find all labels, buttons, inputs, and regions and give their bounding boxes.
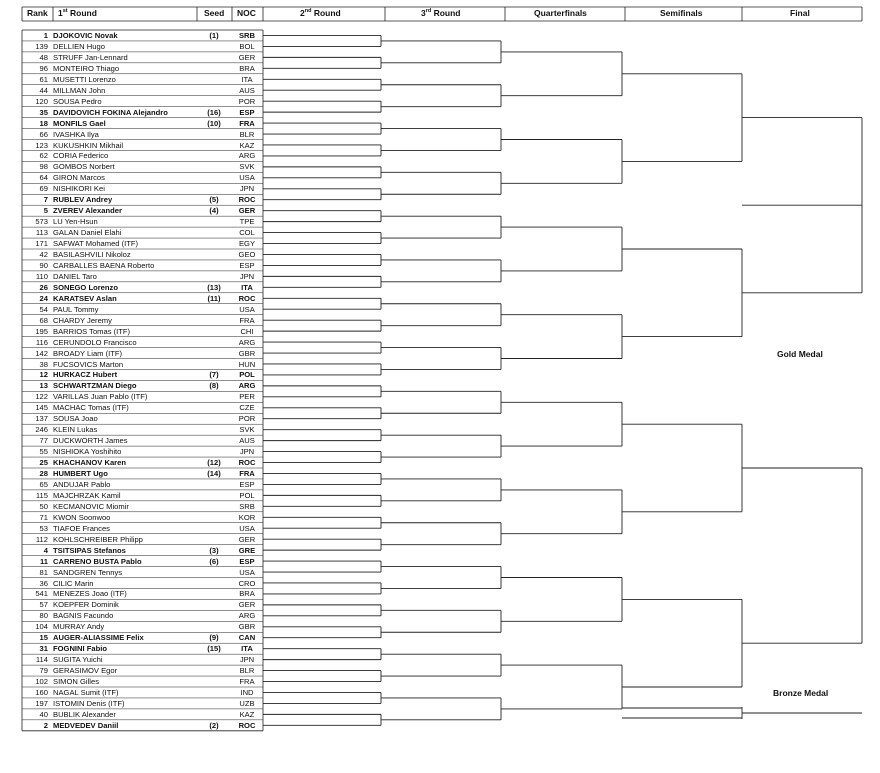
player-name: KARATSEV Aslan <box>53 293 117 303</box>
player-rank: 71 <box>39 512 48 522</box>
player-name: MONFILS Gael <box>53 118 106 128</box>
bronze-medal-label: Bronze Medal <box>773 688 829 698</box>
player-seed <box>196 348 232 359</box>
player-rank: 4 <box>43 545 48 555</box>
player-name: GERASIMOV Egor <box>53 666 118 676</box>
player-seed <box>196 326 232 337</box>
player-rank: 123 <box>35 140 48 150</box>
player-seed <box>196 52 232 63</box>
player-rank: 160 <box>35 688 48 697</box>
player-seed <box>196 413 232 424</box>
player-noc: GER <box>238 600 256 610</box>
player-name: AUGER-ALIASSIME Felix <box>53 633 144 643</box>
player-rank: 44 <box>39 85 48 95</box>
player-seed: (12) <box>207 458 221 468</box>
player-rank: 35 <box>39 107 48 117</box>
player-name: BROADY Liam (ITF) <box>53 348 123 358</box>
player-name: MAJCHRZAK Kamil <box>53 490 121 500</box>
player-rank: 54 <box>39 304 48 314</box>
player-rank: 2 <box>43 720 48 730</box>
player-rank: 61 <box>39 74 48 84</box>
header-second-round <box>300 8 341 18</box>
player-noc: ESP <box>239 556 255 566</box>
player-seed <box>196 150 232 161</box>
player-noc: ROC <box>238 458 256 468</box>
player-name: DJOKOVIC Novak <box>53 31 118 40</box>
player-rank: 195 <box>35 326 48 336</box>
player-seed <box>196 687 232 698</box>
player-seed <box>196 63 232 74</box>
player-rank: 13 <box>39 381 48 391</box>
player-seed <box>196 238 232 249</box>
player-noc: ESP <box>239 479 255 489</box>
player-rank: 11 <box>39 556 48 566</box>
player-name: CARRENO BUSTA Pablo <box>53 556 142 566</box>
player-name: VARILLAS Juan Pablo (ITF) <box>53 392 148 402</box>
header-first-round-suffix: st <box>62 8 68 15</box>
player-rank: 122 <box>35 392 48 402</box>
header-first-round <box>58 8 97 18</box>
player-noc: POL <box>239 490 255 500</box>
player-noc: POR <box>238 96 256 106</box>
player-seed: (1) <box>209 31 219 40</box>
player-rank: 81 <box>39 567 48 577</box>
player-seed <box>196 41 232 52</box>
player-seed <box>196 523 232 534</box>
player-noc: TPE <box>239 217 255 227</box>
player-noc: AUS <box>239 85 255 95</box>
player-noc: JPN <box>239 271 255 281</box>
player-name: CARBALLES BAENA Roberto <box>53 260 155 270</box>
player-seed <box>196 271 232 282</box>
player-rank: 31 <box>39 644 48 654</box>
player-seed <box>196 698 232 709</box>
player-rank: 171 <box>35 239 48 249</box>
player-seed <box>196 567 232 578</box>
player-rank: 197 <box>35 698 48 708</box>
player-noc: ITA <box>241 644 253 654</box>
player-rank: 137 <box>35 414 48 424</box>
player-noc: ARG <box>238 337 256 347</box>
player-seed <box>196 676 232 687</box>
player-noc: ROC <box>238 293 256 303</box>
player-rank: 120 <box>35 96 48 106</box>
player-rank: 28 <box>39 469 48 478</box>
player-seed: (4) <box>209 206 219 216</box>
header-third-round-suffix: rd <box>425 8 432 15</box>
player-name: CHARDY Jeremy <box>53 315 112 325</box>
header-rank: Rank <box>27 8 48 18</box>
player-name: FOGNINI Fabio <box>53 644 107 654</box>
player-name: NISHIOKA Yoshihito <box>53 447 122 457</box>
player-name: CORIA Federico <box>53 151 109 161</box>
player-name: LU Yen-Hsun <box>53 217 98 227</box>
header-final: Final <box>790 8 810 18</box>
player-name: MENEZES Joao (ITF) <box>53 589 127 599</box>
player-noc: JPN <box>239 655 255 665</box>
player-name: FUCSOVICS Marton <box>53 359 124 369</box>
player-seed: (15) <box>207 644 221 654</box>
player-name: SCHWARTZMAN Diego <box>53 381 137 391</box>
player-name: SONEGO Lorenzo <box>53 282 118 292</box>
player-name: MILLMAN John <box>53 85 106 95</box>
player-name: GOMBOS Norbert <box>53 162 115 172</box>
player-noc: USA <box>239 567 255 577</box>
player-noc: ITA <box>241 74 253 84</box>
player-rank: 12 <box>39 370 48 380</box>
player-rank: 36 <box>39 578 48 588</box>
header-second-round-suffix: nd <box>304 8 312 15</box>
player-name: ANDUJAR Pablo <box>53 479 111 489</box>
header-quarterfinals: Quarterfinals <box>534 8 587 18</box>
player-seed <box>196 391 232 402</box>
player-rank: 115 <box>35 490 48 500</box>
player-rank: 38 <box>39 359 48 369</box>
player-seed: (14) <box>207 469 221 478</box>
player-noc: POR <box>238 414 256 424</box>
player-rank: 64 <box>39 173 48 183</box>
header-third-round <box>421 8 461 18</box>
player-name: KOHLSCHREIBER Philipp <box>53 534 143 544</box>
player-name: SUGITA Yuichi <box>53 655 103 665</box>
player-rank: 68 <box>39 315 48 325</box>
player-name: SIMON Gilles <box>53 677 99 687</box>
player-noc: BRA <box>239 63 255 73</box>
player-seed <box>196 85 232 96</box>
player-noc: AUS <box>239 436 255 446</box>
player-rank: 1 <box>43 31 48 40</box>
header-third-round-text: Round <box>431 8 461 18</box>
player-rank: 90 <box>39 260 48 270</box>
player-seed <box>196 588 232 599</box>
player-seed <box>196 479 232 490</box>
player-name: GIRON Marcos <box>53 173 105 183</box>
player-name: KLEIN Lukas <box>53 425 98 435</box>
player-seed <box>196 654 232 665</box>
player-name: SANDGREN Tennys <box>53 567 123 577</box>
player-rank: 113 <box>35 228 48 238</box>
player-seed <box>196 599 232 610</box>
player-seed <box>196 337 232 348</box>
player-rank: 55 <box>39 447 48 457</box>
player-rank: 77 <box>39 436 48 446</box>
player-noc: USA <box>239 304 255 314</box>
player-seed <box>196 260 232 271</box>
player-name: MONTEIRO Thiago <box>53 63 120 73</box>
player-noc: BLR <box>239 129 255 139</box>
header-semifinals: Semifinals <box>660 8 703 18</box>
player-noc: BLR <box>239 666 255 676</box>
player-name: KWON Soonwoo <box>53 512 111 522</box>
player-seed: (11) <box>207 293 221 303</box>
player-rank: 246 <box>35 425 48 435</box>
player-seed: (16) <box>207 107 221 117</box>
player-noc: KAZ <box>239 709 255 719</box>
player-seed: (13) <box>207 282 221 292</box>
player-rank: 114 <box>35 655 48 665</box>
player-name: CERUNDOLO Francisco <box>53 337 137 347</box>
player-rank: 15 <box>39 633 48 643</box>
player-seed <box>196 578 232 589</box>
player-seed <box>196 216 232 227</box>
player-seed <box>196 534 232 545</box>
player-rank: 25 <box>39 458 48 468</box>
player-seed <box>196 501 232 512</box>
header-second-round-text: Round <box>311 8 341 18</box>
player-name: DUCKWORTH James <box>53 436 128 446</box>
player-noc: KAZ <box>239 140 255 150</box>
player-noc: ROC <box>238 720 256 730</box>
player-seed <box>196 140 232 151</box>
player-noc: CHI <box>240 326 254 336</box>
player-rank: 26 <box>39 282 48 292</box>
player-name: PAUL Tommy <box>53 304 99 314</box>
player-name: ZVEREV Alexander <box>53 206 122 216</box>
player-noc: GEO <box>238 250 256 259</box>
player-seed <box>196 621 232 632</box>
player-noc: UZB <box>239 698 255 708</box>
player-rank: 24 <box>39 293 48 303</box>
player-rank: 62 <box>39 151 48 161</box>
player-rank: 7 <box>43 195 48 205</box>
player-rank: 98 <box>39 162 48 172</box>
player-rank: 112 <box>35 534 48 544</box>
player-name: SOUSA Joao <box>53 414 98 424</box>
player-name: IVASHKA Ilya <box>53 129 99 139</box>
player-name: NAGAL Sumit (ITF) <box>53 688 119 697</box>
player-noc: GER <box>238 52 256 62</box>
player-noc: GER <box>238 206 256 216</box>
player-name: HUMBERT Ugo <box>53 469 108 478</box>
header-first-round-number: 1 <box>58 8 63 18</box>
player-name: SAFWAT Mohamed (ITF) <box>53 239 139 249</box>
player-name: NISHIKORI Kei <box>53 184 105 194</box>
player-seed <box>196 161 232 172</box>
player-seed <box>196 709 232 720</box>
player-noc: FRA <box>239 469 255 478</box>
player-name: GALAN Daniel Elahi <box>53 228 122 238</box>
player-rank: 142 <box>35 348 48 358</box>
player-seed: (6) <box>209 556 219 566</box>
player-seed: (8) <box>209 381 219 391</box>
player-rank: 57 <box>39 600 48 610</box>
player-rank: 110 <box>35 271 48 281</box>
player-noc: FRA <box>239 677 255 687</box>
player-noc: FRA <box>239 315 255 325</box>
player-seed <box>196 359 232 370</box>
player-rank: 541 <box>35 589 48 599</box>
player-seed <box>196 227 232 238</box>
header-second-round-number: 2 <box>300 8 305 18</box>
player-noc: SRB <box>238 31 256 40</box>
player-seed <box>196 424 232 435</box>
player-name: KECMANOVIC Miomir <box>53 501 129 511</box>
player-noc: FRA <box>239 118 255 128</box>
player-rank: 104 <box>35 622 48 632</box>
player-noc: POL <box>239 370 255 380</box>
player-noc: ARG <box>238 381 256 391</box>
player-rank: 66 <box>39 129 48 139</box>
player-noc: BOL <box>239 41 255 51</box>
player-name: TIAFOE Frances <box>53 523 110 533</box>
player-name: KHACHANOV Karen <box>53 458 126 468</box>
player-name: RUBLEV Andrey <box>53 195 113 205</box>
player-noc: ESP <box>239 260 255 270</box>
player-name: BASILASHVILI Nikoloz <box>53 250 131 259</box>
player-name: HURKACZ Hubert <box>53 370 118 380</box>
player-seed <box>196 304 232 315</box>
player-name: MACHAC Tomas (ITF) <box>53 403 129 413</box>
player-seed <box>196 315 232 326</box>
header-first-round-text: Round <box>67 8 97 18</box>
player-seed: (10) <box>207 118 221 128</box>
player-noc: ESP <box>239 107 255 117</box>
player-rank: 116 <box>35 337 48 347</box>
player-noc: SVK <box>239 162 255 172</box>
player-seed <box>196 402 232 413</box>
player-seed: (5) <box>209 195 219 205</box>
player-seed <box>196 96 232 107</box>
player-noc: ROC <box>238 195 256 205</box>
player-rank: 96 <box>39 63 48 73</box>
player-noc: SRB <box>239 501 255 511</box>
gold-medal-label: Gold Medal <box>777 349 823 359</box>
player-rank: 65 <box>39 479 48 489</box>
player-rank: 42 <box>39 250 48 259</box>
player-rank: 139 <box>35 41 48 51</box>
player-name: CILIC Marin <box>53 578 94 588</box>
player-name: DELLIEN Hugo <box>53 41 105 51</box>
player-noc: BRA <box>239 589 255 599</box>
player-noc: HUN <box>238 359 256 369</box>
player-noc: GER <box>238 534 256 544</box>
player-noc: ARG <box>238 151 256 161</box>
header-noc: NOC <box>237 8 256 18</box>
player-seed <box>196 129 232 140</box>
player-seed: (3) <box>209 545 219 555</box>
player-rank: 102 <box>35 677 48 687</box>
player-seed: (2) <box>209 720 219 730</box>
player-rank: 80 <box>39 611 48 621</box>
player-noc: GBR <box>238 348 256 358</box>
player-seed: (7) <box>209 370 219 380</box>
player-seed <box>196 490 232 501</box>
player-name: SOUSA Pedro <box>53 96 102 106</box>
player-seed <box>196 172 232 183</box>
player-noc: CZE <box>239 403 255 413</box>
player-name: BAGNIS Facundo <box>53 611 114 621</box>
player-rank: 18 <box>39 118 48 128</box>
player-rank: 145 <box>35 403 48 413</box>
player-seed <box>196 183 232 194</box>
player-noc: JPN <box>239 184 255 194</box>
player-name: STRUFF Jan-Lennard <box>53 52 128 62</box>
player-noc: GRE <box>238 545 256 555</box>
player-rank: 40 <box>39 709 48 719</box>
player-name: MUSETTI Lorenzo <box>53 74 116 84</box>
player-rank: 69 <box>39 184 48 194</box>
player-name: DAVIDOVICH FOKINA Alejandro <box>53 107 168 117</box>
player-noc: USA <box>239 523 255 533</box>
player-rank: 79 <box>39 666 48 676</box>
player-seed <box>196 435 232 446</box>
header-seed: Seed <box>204 8 225 18</box>
player-noc: IND <box>240 688 254 697</box>
player-noc: ITA <box>241 282 253 292</box>
player-name: BARRIOS Tomas (ITF) <box>53 326 131 336</box>
player-rank: 5 <box>43 206 48 216</box>
player-noc: ARG <box>238 611 256 621</box>
player-name: BUBLIK Alexander <box>53 709 116 719</box>
player-seed: (9) <box>209 633 219 643</box>
player-name: KOEPFER Dominik <box>53 600 119 610</box>
player-seed <box>196 74 232 85</box>
player-noc: USA <box>239 173 255 183</box>
player-seed <box>196 610 232 621</box>
player-name: DANIEL Taro <box>53 271 97 281</box>
player-seed <box>196 665 232 676</box>
player-name: ISTOMIN Denis (ITF) <box>53 698 125 708</box>
player-rank: 573 <box>35 217 48 227</box>
player-name: MURRAY Andy <box>53 622 105 632</box>
player-noc: PER <box>239 392 255 402</box>
player-seed <box>196 512 232 523</box>
header-third-round-number: 3 <box>421 8 426 18</box>
player-noc: CRO <box>238 578 256 588</box>
player-rank: 53 <box>39 523 48 533</box>
player-noc: JPN <box>239 447 255 457</box>
player-name: TSITSIPAS Stefanos <box>53 545 126 555</box>
player-rank: 48 <box>39 52 48 62</box>
player-noc: CAN <box>238 633 256 643</box>
player-name: MEDVEDEV Daniil <box>53 720 119 730</box>
player-noc: COL <box>239 228 255 238</box>
player-seed <box>196 249 232 260</box>
player-noc: SVK <box>239 425 255 435</box>
player-noc: EGY <box>238 239 256 249</box>
player-noc: GBR <box>238 622 256 632</box>
player-seed <box>196 446 232 457</box>
player-rank: 50 <box>39 501 48 511</box>
player-noc: KOR <box>238 512 256 522</box>
player-name: KUKUSHKIN Mikhail <box>53 140 124 150</box>
